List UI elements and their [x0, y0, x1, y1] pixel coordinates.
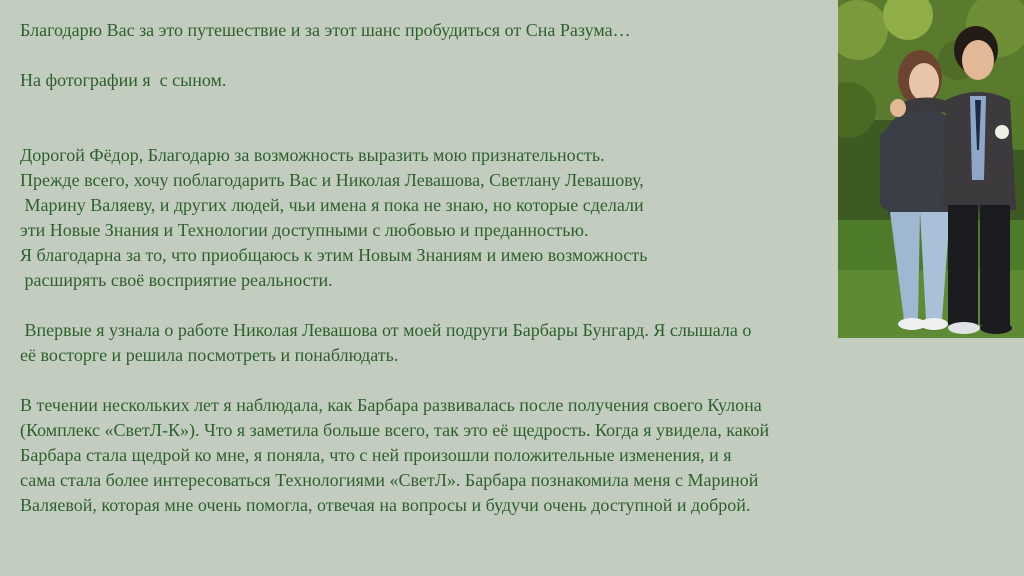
- paragraph-line: Впервые я узнала о работе Николая Левашова от моей подруги Барбары Бунгард. Я слышала о: [20, 320, 752, 340]
- paragraph-line: Прежде всего, хочу поблагодарить Вас и Николая Левашова, Светлану Левашову,: [20, 170, 644, 190]
- family-photo: [838, 0, 1024, 338]
- intro-line: Благодарю Вас за это путешествие и за этот шанс пробудиться от Сна Разума…: [20, 20, 631, 40]
- paragraph-line: эти Новые Знания и Технологии доступными с любовью и преданностью.: [20, 220, 589, 240]
- paragraph-line: (Комплекс «СветЛ-К»). Что я заметила больше всего, так это её щедрость. Когда я увидела, какой: [20, 420, 770, 440]
- photo-caption: На фотографии я с сыном.: [20, 70, 227, 90]
- paragraph-line: сама стала более интересоваться Технологиями «СветЛ». Барбара познакомила меня с Мариной: [20, 470, 759, 490]
- paragraph-line: Валяевой, которая мне очень помогла, отвечая на вопросы и будучи очень доступной и доброй.: [20, 495, 751, 515]
- paragraph-line: её восторге и решила посмотреть и понаблюдать.: [20, 345, 399, 365]
- paragraph-line: В течении нескольких лет я наблюдала, как Барбара развивалась после получения своего Кулона: [20, 395, 762, 415]
- paragraph-line: Дорогой Фёдор, Благодарю за возможность выразить мою признательность.: [20, 145, 605, 165]
- paragraph-line: расширять своё восприятие реальности.: [20, 270, 333, 290]
- paragraph-line: Марину Валяеву, и других людей, чьи имена я пока не знаю, но которые сделали: [20, 195, 644, 215]
- paragraph-line: Барбара стала щедрой ко мне, я поняла, что с ней произошли положительные изменения, и я: [20, 445, 732, 465]
- paragraph-line: Я благодарна за то, что приобщаюсь к этим Новым Знаниям и имею возможность: [20, 245, 648, 265]
- spacer: [20, 368, 1010, 393]
